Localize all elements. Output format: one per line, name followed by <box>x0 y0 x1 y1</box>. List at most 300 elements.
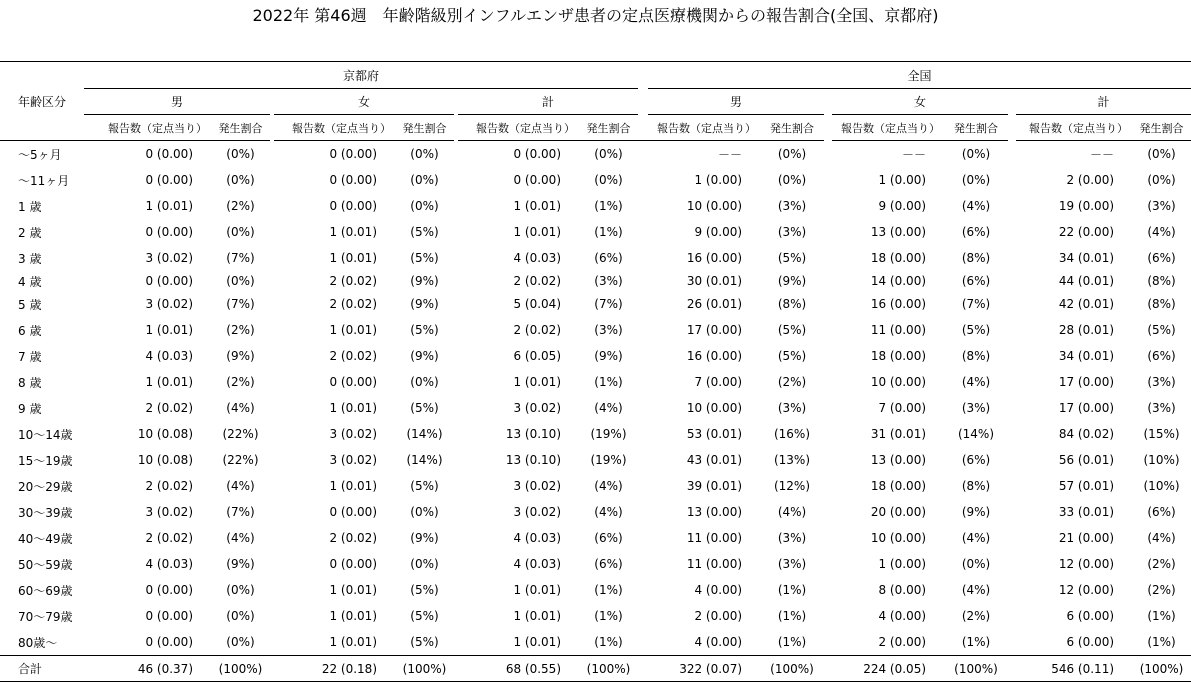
rate-cell: (4%) <box>226 531 255 545</box>
report-count-cell: 18 (0.00) <box>870 349 927 363</box>
rate-cell: (6%) <box>961 274 991 288</box>
report-count-cell: 10 (0.00) <box>686 401 743 415</box>
report-count-cell: 2 (0.02) <box>329 297 377 311</box>
rate-cell: (6%) <box>961 225 991 239</box>
column-gap <box>1008 421 1016 447</box>
column-gap <box>1008 369 1016 395</box>
report-count-cell: 8 (0.00) <box>878 583 927 597</box>
rate-cell: (100%) <box>395 656 454 682</box>
age-group-label: 50～59歳 <box>18 557 73 572</box>
rate-cell: (6%) <box>1147 349 1176 363</box>
column-gap <box>1008 291 1016 317</box>
count-header: 報告数（定点当り） <box>84 115 211 141</box>
report-count-cell: 0 (0.00) <box>145 635 193 649</box>
rate-cell: (9%) <box>410 531 439 545</box>
report-count-cell: 0 (0.00) <box>145 173 193 187</box>
report-count-cell: 4 (0.00) <box>694 583 743 597</box>
rate-cell: (9%) <box>226 557 255 571</box>
report-count-cell: 53 (0.01) <box>686 427 743 441</box>
column-gap <box>824 193 832 219</box>
report-count-cell: 4 (0.03) <box>145 349 193 363</box>
column-gap <box>1008 629 1016 656</box>
rate-cell: (5%) <box>410 225 439 239</box>
table-row <box>0 141 1191 168</box>
column-gap <box>1008 447 1016 473</box>
rate-cell: (5%) <box>961 323 991 337</box>
rate-cell: (3%) <box>777 557 807 571</box>
report-count-cell: 0 (0.00) <box>329 375 377 389</box>
rate-cell: (5%) <box>410 635 439 649</box>
rate-header: 発生割合 <box>760 115 824 141</box>
rate-cell: (7%) <box>226 251 255 265</box>
rate-cell: (9%) <box>594 349 623 363</box>
rate-cell: (0%) <box>1147 147 1176 161</box>
rate-cell: (0%) <box>226 609 255 623</box>
report-count-cell: 1 (0.01) <box>329 479 377 493</box>
rate-cell: (5%) <box>1147 323 1176 337</box>
age-group-label: 5 歳 <box>18 297 42 312</box>
rate-cell: (0%) <box>410 173 439 187</box>
column-gap <box>824 395 832 421</box>
age-group-label: 80歳～ <box>18 635 58 650</box>
table-row <box>0 577 1191 603</box>
report-count-cell: 28 (0.01) <box>1058 323 1115 337</box>
report-count-cell: 1 (0.01) <box>513 375 561 389</box>
report-count-cell: 2 (0.02) <box>145 531 193 545</box>
column-gap <box>824 421 832 447</box>
age-group-label: ～5ヶ月 <box>18 147 62 162</box>
rate-cell: (4%) <box>1147 225 1176 239</box>
table-row <box>0 499 1191 525</box>
rate-cell: (1%) <box>594 225 623 239</box>
column-gap <box>638 291 648 317</box>
report-count-cell: 9 (0.00) <box>878 199 927 213</box>
report-count-cell: 2 (0.00) <box>1066 173 1115 187</box>
rate-cell: (8%) <box>961 251 991 265</box>
report-count-cell: 13 (0.10) <box>505 427 561 441</box>
column-gap <box>638 421 648 447</box>
report-count-cell: 2 (0.00) <box>878 635 927 649</box>
rate-cell: (9%) <box>777 274 807 288</box>
rate-cell: (9%) <box>410 274 439 288</box>
report-count-cell: 546 (0.11) <box>1016 656 1132 682</box>
rate-cell: (100%) <box>760 656 824 682</box>
report-count-cell: 46 (0.37) <box>84 656 211 682</box>
rate-cell: (8%) <box>777 297 807 311</box>
rate-cell: (14%) <box>406 427 443 441</box>
age-group-label: 60～69歳 <box>18 583 73 598</box>
rate-cell: (100%) <box>211 656 270 682</box>
rate-cell: (3%) <box>1147 401 1176 415</box>
report-count-cell: －－ <box>902 147 927 162</box>
table-row <box>0 421 1191 447</box>
age-group-label: 3 歳 <box>18 251 42 266</box>
report-count-cell: 0 (0.00) <box>329 173 377 187</box>
rate-cell: (0%) <box>226 173 255 187</box>
column-gap <box>824 473 832 499</box>
report-count-cell: 17 (0.00) <box>686 323 743 337</box>
report-count-cell: 2 (0.02) <box>329 274 377 288</box>
table-row <box>0 343 1191 369</box>
rate-cell: (5%) <box>410 609 439 623</box>
report-count-cell: 11 (0.00) <box>686 531 743 545</box>
rate-cell: (12%) <box>773 479 811 493</box>
rate-header: 発生割合 <box>395 115 454 141</box>
rate-cell: (4%) <box>226 479 255 493</box>
report-count-cell: 322 (0.07) <box>648 656 760 682</box>
rate-cell: (6%) <box>961 453 991 467</box>
rate-cell: (4%) <box>961 199 991 213</box>
column-gap <box>1008 317 1016 343</box>
report-count-cell: 1 (0.01) <box>513 635 561 649</box>
rate-cell: (1%) <box>594 375 623 389</box>
report-count-cell: 14 (0.00) <box>870 274 927 288</box>
rate-cell: (9%) <box>226 349 255 363</box>
total-row <box>0 656 1191 682</box>
rate-cell: (22%) <box>222 427 259 441</box>
rate-cell: (1%) <box>594 609 623 623</box>
rate-cell: (2%) <box>226 199 255 213</box>
rate-cell: (7%) <box>961 297 991 311</box>
age-group-label: 4 歳 <box>18 274 42 289</box>
rate-cell: (5%) <box>777 349 807 363</box>
rate-cell: (0%) <box>777 147 807 161</box>
rate-cell: (3%) <box>1147 375 1176 389</box>
report-count-cell: 0 (0.00) <box>145 274 193 288</box>
column-gap <box>638 369 648 395</box>
rate-cell: (4%) <box>961 375 991 389</box>
column-gap <box>824 577 832 603</box>
table-row <box>0 291 1191 317</box>
rate-cell: (3%) <box>777 225 807 239</box>
rate-cell: (6%) <box>1147 251 1176 265</box>
report-count-cell: 13 (0.10) <box>505 453 561 467</box>
report-count-cell: 17 (0.00) <box>1058 401 1115 415</box>
report-count-cell: 1 (0.01) <box>145 323 193 337</box>
rate-cell: (4%) <box>226 401 255 415</box>
report-count-cell: 16 (0.00) <box>870 297 927 311</box>
rate-cell: (1%) <box>594 635 623 649</box>
count-header: 報告数（定点当り） <box>648 115 760 141</box>
sex-header-kyoto-female: 女 <box>274 89 454 115</box>
rate-cell: (0%) <box>410 557 439 571</box>
column-gap <box>824 245 832 271</box>
column-gap <box>638 551 648 577</box>
column-gap <box>638 629 648 656</box>
report-count-cell: 3 (0.02) <box>145 297 193 311</box>
count-header: 報告数（定点当り） <box>832 115 944 141</box>
rate-cell: (1%) <box>961 635 991 649</box>
age-group-label: 10～14歳 <box>18 427 73 442</box>
column-gap <box>824 271 832 291</box>
column-gap <box>638 395 648 421</box>
column-gap <box>824 499 832 525</box>
report-count-cell: 10 (0.00) <box>870 531 927 545</box>
rate-cell: (0%) <box>777 173 807 187</box>
report-count-cell: －－ <box>1090 147 1115 162</box>
influenza-report-table <box>0 61 1191 682</box>
rate-cell: (2%) <box>1147 583 1176 597</box>
report-count-cell: 1 (0.01) <box>145 375 193 389</box>
rate-cell: (5%) <box>777 251 807 265</box>
table-row <box>0 245 1191 271</box>
report-count-cell: 12 (0.00) <box>1058 557 1115 571</box>
age-group-label: 9 歳 <box>18 401 42 416</box>
rate-cell: (4%) <box>961 583 991 597</box>
rate-cell: (6%) <box>594 251 623 265</box>
column-gap <box>824 629 832 656</box>
table-row <box>0 193 1191 219</box>
rate-header: 発生割合 <box>944 115 1008 141</box>
column-gap <box>1008 271 1016 291</box>
rate-cell: (14%) <box>957 427 995 441</box>
rate-cell: (0%) <box>961 173 991 187</box>
column-gap <box>824 551 832 577</box>
rate-cell: (3%) <box>777 401 807 415</box>
rate-cell: (2%) <box>226 323 255 337</box>
rate-cell: (6%) <box>594 531 623 545</box>
table-row <box>0 271 1191 291</box>
report-count-cell: 224 (0.05) <box>832 656 944 682</box>
table-row <box>0 473 1191 499</box>
rate-cell: (0%) <box>594 173 623 187</box>
table-row <box>0 551 1191 577</box>
rate-cell: (0%) <box>410 147 439 161</box>
report-count-cell: 11 (0.00) <box>870 323 927 337</box>
rate-header: 発生割合 <box>211 115 270 141</box>
rate-cell: (7%) <box>594 297 623 311</box>
report-count-cell: 3 (0.02) <box>513 505 561 519</box>
column-gap <box>1008 141 1016 168</box>
rate-cell: (0%) <box>961 557 991 571</box>
column-gap <box>824 369 832 395</box>
rate-cell: (100%) <box>944 656 1008 682</box>
rate-cell: (3%) <box>777 531 807 545</box>
rate-cell: (4%) <box>777 505 807 519</box>
rate-cell: (8%) <box>961 479 991 493</box>
rate-cell: (9%) <box>410 349 439 363</box>
report-count-cell: 0 (0.00) <box>145 225 193 239</box>
rate-cell: (16%) <box>773 427 811 441</box>
rate-cell: (2%) <box>777 375 807 389</box>
report-count-cell: 10 (0.00) <box>686 199 743 213</box>
report-count-cell: 1 (0.01) <box>329 635 377 649</box>
report-count-cell: 3 (0.02) <box>145 505 193 519</box>
report-count-cell: 21 (0.00) <box>1058 531 1115 545</box>
rate-cell: (19%) <box>590 453 627 467</box>
report-count-cell: 1 (0.00) <box>878 173 927 187</box>
rate-cell: (4%) <box>1147 531 1176 545</box>
rate-cell: (6%) <box>1147 505 1176 519</box>
report-count-cell: 43 (0.01) <box>686 453 743 467</box>
rate-cell: (2%) <box>961 609 991 623</box>
report-count-cell: 1 (0.00) <box>694 173 743 187</box>
report-count-cell: 39 (0.01) <box>686 479 743 493</box>
report-count-cell: 0 (0.00) <box>329 505 377 519</box>
report-count-cell: 56 (0.01) <box>1058 453 1115 467</box>
report-count-cell: 7 (0.00) <box>878 401 927 415</box>
table-row <box>0 369 1191 395</box>
report-count-cell: 4 (0.00) <box>694 635 743 649</box>
report-count-cell: 5 (0.04) <box>513 297 561 311</box>
column-gap <box>1008 167 1016 193</box>
rate-cell: (6%) <box>594 557 623 571</box>
column-gap <box>824 291 832 317</box>
column-gap <box>1008 473 1016 499</box>
report-count-cell: 2 (0.02) <box>329 531 377 545</box>
count-header: 報告数（定点当り） <box>458 115 579 141</box>
rate-cell: (0%) <box>961 147 991 161</box>
sex-header-national-female: 女 <box>832 89 1008 115</box>
column-gap <box>1008 577 1016 603</box>
rate-cell: (1%) <box>777 635 807 649</box>
table-row <box>0 395 1191 421</box>
rate-cell: (1%) <box>777 583 807 597</box>
rate-cell: (10%) <box>1143 479 1180 493</box>
column-gap <box>638 447 648 473</box>
column-gap <box>1008 551 1016 577</box>
rate-cell: (22%) <box>222 453 259 467</box>
report-count-cell: 6 (0.00) <box>1066 635 1115 649</box>
rate-cell: (1%) <box>1147 635 1176 649</box>
rate-cell: (3%) <box>777 199 807 213</box>
report-count-cell: 57 (0.01) <box>1058 479 1115 493</box>
column-gap <box>1008 499 1016 525</box>
report-count-cell: 84 (0.02) <box>1058 427 1115 441</box>
age-group-label: 2 歳 <box>18 225 42 240</box>
rate-header: 発生割合 <box>1132 115 1191 141</box>
report-count-cell: 16 (0.00) <box>686 251 743 265</box>
rate-cell: (14%) <box>406 453 443 467</box>
age-group-label: 6 歳 <box>18 323 42 338</box>
rate-cell: (0%) <box>594 147 623 161</box>
rate-cell: (1%) <box>777 609 807 623</box>
column-gap <box>824 525 832 551</box>
rate-cell: (3%) <box>594 274 623 288</box>
report-count-cell: 1 (0.01) <box>329 583 377 597</box>
column-gap <box>824 343 832 369</box>
age-group-label: 30～39歳 <box>18 505 73 520</box>
count-header: 報告数（定点当り） <box>274 115 395 141</box>
report-count-cell: 42 (0.01) <box>1058 297 1115 311</box>
rate-cell: (7%) <box>226 505 255 519</box>
column-gap <box>638 193 648 219</box>
sex-header-national-total: 計 <box>1016 89 1191 115</box>
report-count-cell: 13 (0.00) <box>686 505 743 519</box>
rate-cell: (3%) <box>1147 199 1176 213</box>
report-count-cell: －－ <box>718 147 743 162</box>
report-count-cell: 3 (0.02) <box>145 251 193 265</box>
rate-cell: (0%) <box>226 225 255 239</box>
column-gap <box>638 317 648 343</box>
column-gap <box>1008 603 1016 629</box>
region-header-kyoto: 京都府 <box>84 62 638 89</box>
rate-cell: (3%) <box>594 323 623 337</box>
rate-cell: (0%) <box>226 274 255 288</box>
rate-cell: (0%) <box>1147 173 1176 187</box>
report-count-cell: 18 (0.00) <box>870 251 927 265</box>
rate-cell: (9%) <box>410 297 439 311</box>
report-count-cell: 0 (0.00) <box>513 173 561 187</box>
age-group-label: 70～79歳 <box>18 609 73 624</box>
report-count-cell: 3 (0.02) <box>329 453 377 467</box>
report-count-cell: 26 (0.01) <box>686 297 743 311</box>
age-group-label: 40～49歳 <box>18 531 73 546</box>
age-group-label: 15～19歳 <box>18 453 73 468</box>
column-gap <box>824 603 832 629</box>
report-count-cell: 20 (0.00) <box>870 505 927 519</box>
report-count-cell: 2 (0.02) <box>513 323 561 337</box>
report-count-cell: 0 (0.00) <box>145 609 193 623</box>
rate-cell: (4%) <box>594 401 623 415</box>
report-count-cell: 9 (0.00) <box>694 225 743 239</box>
report-count-cell: 34 (0.01) <box>1058 251 1115 265</box>
column-gap <box>638 141 648 168</box>
report-count-cell: 33 (0.01) <box>1058 505 1115 519</box>
column-gap <box>638 167 648 193</box>
report-count-cell: 18 (0.00) <box>870 479 927 493</box>
report-count-cell: 1 (0.01) <box>513 583 561 597</box>
report-count-cell: 0 (0.00) <box>329 199 377 213</box>
report-count-cell: 0 (0.00) <box>329 557 377 571</box>
rate-cell: (15%) <box>1143 427 1180 441</box>
rate-cell: (3%) <box>961 401 991 415</box>
rate-cell: (100%) <box>1132 656 1191 682</box>
report-count-cell: 30 (0.01) <box>686 274 743 288</box>
column-gap <box>824 317 832 343</box>
rate-cell: (0%) <box>226 147 255 161</box>
report-count-cell: 1 (0.01) <box>329 401 377 415</box>
rate-cell: (4%) <box>594 479 623 493</box>
report-count-cell: 3 (0.02) <box>513 479 561 493</box>
rate-cell: (10%) <box>1143 453 1180 467</box>
rate-cell: (5%) <box>410 479 439 493</box>
report-count-cell: 3 (0.02) <box>513 401 561 415</box>
report-count-cell: 2 (0.02) <box>145 401 193 415</box>
table-row <box>0 167 1191 193</box>
table-row <box>0 603 1191 629</box>
report-count-cell: 4 (0.03) <box>513 557 561 571</box>
rate-cell: (7%) <box>226 297 255 311</box>
sex-header-kyoto-total: 計 <box>458 89 638 115</box>
report-count-cell: 10 (0.08) <box>137 453 193 467</box>
report-count-cell: 4 (0.03) <box>513 251 561 265</box>
page-title: 2022年 第46週 年齢階級別インフルエンザ患者の定点医療機関からの報告割合(全国、京都府) <box>252 6 939 25</box>
table-row <box>0 629 1191 656</box>
rate-cell: (5%) <box>410 583 439 597</box>
report-count-cell: 12 (0.00) <box>1058 583 1115 597</box>
region-header-national: 全国 <box>648 62 1191 89</box>
report-count-cell: 1 (0.01) <box>329 609 377 623</box>
rate-cell: (0%) <box>410 199 439 213</box>
column-gap <box>824 656 832 682</box>
column-gap <box>1008 343 1016 369</box>
rate-cell: (100%) <box>579 656 638 682</box>
sex-header-kyoto-male: 男 <box>84 89 270 115</box>
column-gap <box>824 167 832 193</box>
report-count-cell: 10 (0.00) <box>870 375 927 389</box>
rate-cell: (0%) <box>226 635 255 649</box>
report-count-cell: 6 (0.00) <box>1066 609 1115 623</box>
report-count-cell: 10 (0.08) <box>137 427 193 441</box>
report-count-cell: 0 (0.00) <box>145 583 193 597</box>
rate-cell: (8%) <box>1147 297 1176 311</box>
column-gap <box>824 141 832 168</box>
report-count-cell: 44 (0.01) <box>1058 274 1115 288</box>
report-count-cell: 1 (0.00) <box>878 557 927 571</box>
table-row <box>0 525 1191 551</box>
report-count-cell: 0 (0.00) <box>329 147 377 161</box>
